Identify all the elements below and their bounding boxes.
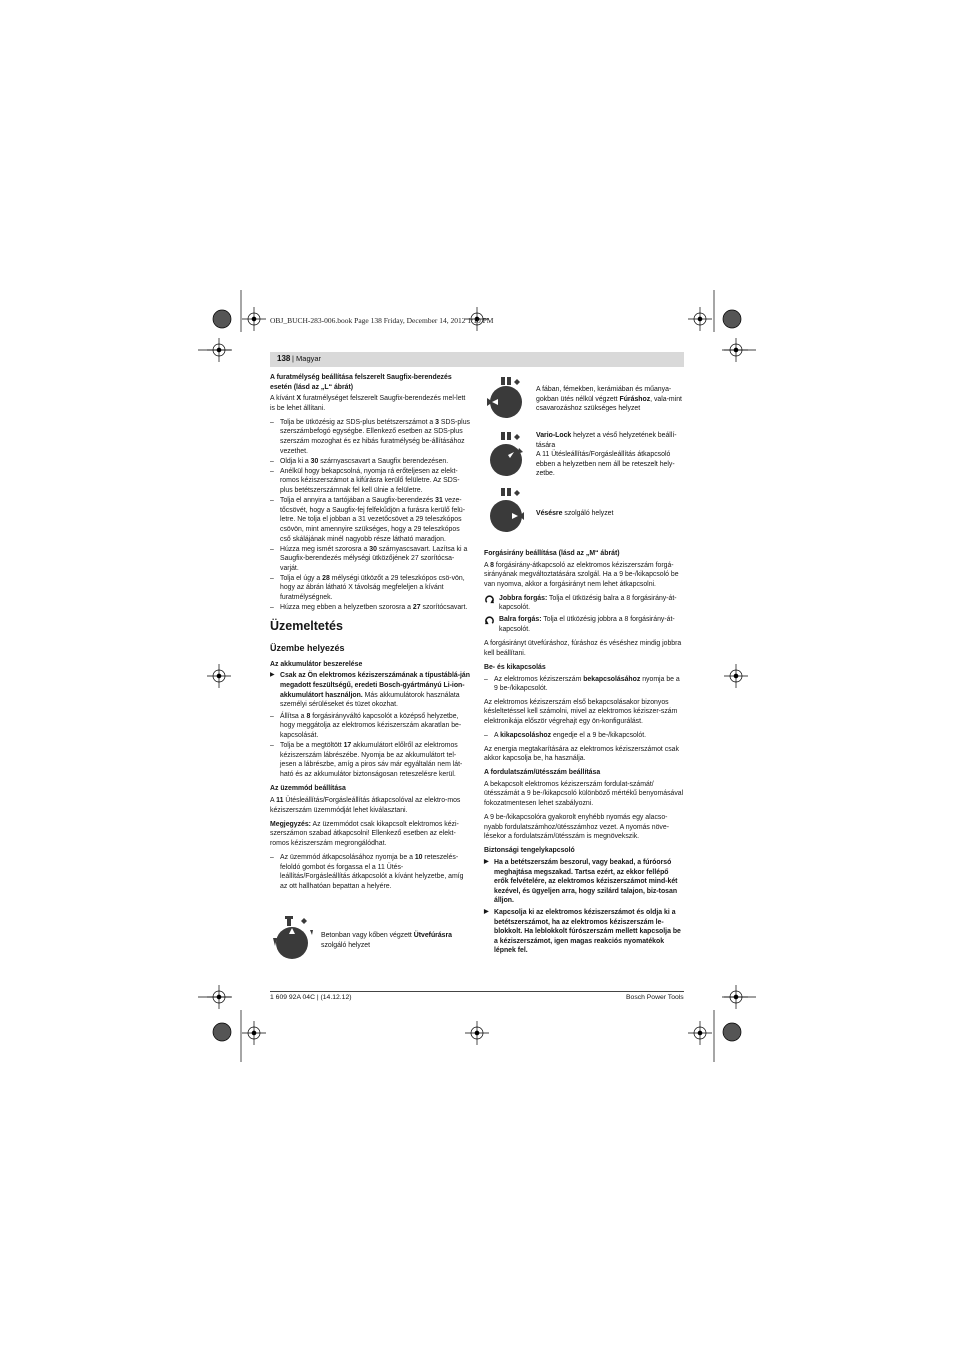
mode-paragraph: A 11 Ütésleállítás/Forgásleállítás átkapcsolóval az elektro-mos kéziszerszám üzemmódját lehet kiválasztani. (270, 796, 461, 814)
direction-paragraph: A 8 forgásirány-átkapcsoló az elektromos kéziszerszám forgá-sirányának megváltoztatására szolgál. Ha a 9 be-/kikapcsoló be van nyomva, akkor a forgásirányt nem lehet átkapcsolni. (484, 561, 679, 588)
mode-note: Megjegyzés: Az üzemmódot csak kikapcsolt elektromos kézi-szerszámon szabad átkapcsolni! Ellenkező esetben az elekt-romos kéziszerszám megrongálódhat. (270, 820, 459, 847)
heading-operation: Üzemeltetés (270, 618, 343, 633)
list-item: – Állítsa a 8 forgásirányváltó kapcsolót a középső helyzetbe, hogy meggátolja az elektromos kéziszerszám akaratlan be-kapcsolását. (270, 712, 470, 741)
dial-hammer-drill-icon (270, 914, 320, 962)
direction-note: A forgásirányt ütvefúráshoz, fúráshoz és véséshez mindig jobbra kell beállítani. (484, 640, 682, 657)
crosshair-mark (724, 664, 748, 688)
battery-title: Az akkumulátor beszerelése (270, 660, 363, 668)
page-number: 138 (277, 354, 291, 363)
color-register-dot (213, 1023, 231, 1041)
dial-drill-caption: A fában, fémekben, kerámiában és műanya-gokban ütés nélkül végzett Fúráshoz, vala-mint csavarozáshoz szükséges helyzet (536, 386, 682, 413)
list-item: – Az elektromos kéziszerszám bekapcsolásához nyomja be a 9 be-/kikapcsolót. (484, 675, 684, 694)
dial-vario-caption: Vario-Lock helyzet a véső helyzetének beállí-tására A 11 Ütésleállítás/Forgásleállítás átkapcsoló ebben a helyzetben nem áll be reteszelt hely-zetbe. (536, 432, 677, 478)
crosshair-mark (242, 1021, 266, 1045)
right-column (484, 549, 684, 958)
left-column (270, 373, 470, 892)
crosshair-mark (465, 1021, 489, 1045)
crosshair-mark (688, 1021, 712, 1045)
list-item: – Oldja ki a 30 szárnyascsavart a Saugfix berendezésen. (270, 457, 470, 467)
onoff-title: Be- és kikapcsolás (484, 663, 546, 671)
crosshair-mark (207, 985, 231, 1009)
color-register-dot (723, 1023, 741, 1041)
dial-hammer-row (270, 914, 320, 967)
clutch-title: Biztonsági tengelykapcsoló (484, 847, 575, 855)
onoff-energy: Az energia megtakarítására az elektromos kéziszerszámot csak akkor kapcsolja be, ha használja. (484, 745, 679, 763)
dial-chisel-caption: Vésésre szolgáló helyzet (536, 510, 614, 517)
page-language: | Magyar (292, 354, 322, 363)
crosshair-mark (724, 338, 748, 362)
battery-warning: ▶ Csak az Ön elektromos kéziszerszámának a típustáblá-ján megadott feszültségű, eredeti Bosch-gyártmányú Li-ion-akkumulátort használjon. Más akkumulátorok használata személyi sérüléseket és tüzet okozhat. (270, 671, 470, 709)
rotate-right-icon (484, 594, 495, 605)
list-item: – Tolja be ütközésig az SDS-plus betétszerszámot a 3 SDS-plus szerszámbefogó egységbe. Ellenkező esetben az SDS-plus szerszám mozoghat és ez hibás furatmélység be-állításához vezethet. (270, 418, 470, 456)
dial-drill-icon (484, 375, 532, 419)
speed-title: A fordulatszám/ütésszám beállítása (484, 769, 601, 777)
list-item: – Húzza meg ismét szorosra a 30 szárnyascsavart. Lazítsa ki a Saugfix-berendezés mélységi ütközőjének 27 szorítócsa-varját. (270, 545, 470, 574)
footer-rule (270, 991, 684, 992)
list-item: – Tolja el úgy a 28 mélységi ütközőt a 29 teleszkópos csö-vön, hogy az ábrán látható X távolság megfeleljen a kívánt furatmélységnek. (270, 574, 470, 603)
clutch-warning: ▶ Kapcsolja ki az elektromos kéziszerszámot és oldja ki a betétszerszámot, ha az elektromos kéziszerszám le-blokkolt. Ha leblokkolt fúrószerszám mellett kapcsolja be a kéziszerszámot, igen magas reakciós nyomatékok lépnek fel. (484, 908, 684, 956)
list-item: – Húzza meg ebben a helyzetben szorosra a 27 szorítócsavart. (270, 603, 470, 613)
dial-chisel-row (484, 486, 532, 539)
list-item: – Az üzemmód átkapcsolásához nyomja be a 10 reteszelés-feloldó gombot és forgassa el a 11 Ütés-leállítás/Forgásleállítás átkapcsolót a kívánt helyzetbe, amíg az ott hallhatóan bepattan a helyére. (270, 853, 470, 891)
crosshair-mark (207, 338, 231, 362)
print-header: OBJ_BUCH-283-006.book Page 138 Friday, December 14, 2012 1:10 PM (270, 316, 494, 325)
crosshair-mark (242, 307, 266, 331)
list-item: – Anélkül hogy bekapcsolná, nyomja rá erőteljesen az elekt-romos kéziszerszámot a kifúrásra kerülő felületre. Az SDS-plus betétszerszámnak fel kell ülnie a felületre. (270, 467, 470, 496)
footer-code: 1 609 92A 04C | (14.12.12) (270, 994, 352, 1001)
speed-p2: A 9 be-/kikapcsolóra gyakorolt enyhébb nyomás egy alacso-nyabb fordulatszámhoz/ütésszámhoz vezet. A nyomás növe-lésekor a fordulatszám/ütésszám is megnövekszik. (484, 814, 669, 841)
dial-hammer-caption: Betonban vagy kőben végzett Ütvefúrásra szolgáló helyzet (321, 932, 453, 949)
list-item: – Tolja be a megtöltött 17 akkumulátort előlről az elektromos kéziszerszám lábrészébe. Nyomja be az akkumulátort tel-jesen a lábrészbe, amíg a piros sáv már egyáltalán nem lát-ható és az akkumulátor biztonságosan reteszelésre kerül. (270, 741, 470, 779)
crosshair-mark (724, 985, 748, 1009)
onoff-paragraph: Az elektromos kéziszerszám első bekapcsolásakor bizonyos késleltetéssel kell számolni, mivel az elektromos kéziszer-szám elektronikája először végrehajt egy ön-konfigurálást. (484, 698, 678, 725)
dial-chisel-icon (484, 486, 532, 534)
direction-left-row: Balra forgás: Tolja el ütközésig jobbra a 8 forgásirány-át-kapcsolót. (484, 615, 684, 634)
crosshair-mark (207, 664, 231, 688)
crosshair-mark (688, 307, 712, 331)
mode-title: Az üzemmód beállítása (270, 785, 346, 793)
footer-brand: Bosch Power Tools (626, 994, 684, 1001)
dial-vario-row (484, 430, 532, 483)
dial-drill-row (484, 375, 532, 424)
color-register-dot (723, 310, 741, 328)
rotate-left-icon (484, 615, 495, 626)
list-item: – A kikapcsoláshoz engedje el a 9 be-/kikapcsolót. (484, 731, 684, 741)
direction-right-row: Jobbra forgás: Tolja el ütközésig balra a 8 forgásirány-át-kapcsolót. (484, 594, 684, 613)
clutch-warning: ▶ Ha a betétszerszám beszorul, vagy beakad, a fúróorsó meghajtása megszakad. Tartsa ezért, az ekkor fellépő erők felvételére, az elektromos kéziszerszámot mind-két kezével, és ügyeljen arra, hogy szilárd talajon, biz-tosan álljon. (484, 858, 684, 906)
list-item: – Tolja el annyira a tartójában a Saugfix-berendezés 31 veze-tőcsövét, hogy a Saugfix-fej felfekűdjön a furásra kerülő felü-letre. Ne tolja el jobban a 31 vezetőcsövet a 29 teleszkópos csövön, mint amennyire szükséges, hogy a 29 teleszkópos cső skálájának minél nagyobb része látható maradjon. (270, 496, 470, 544)
dial-vario-lock-icon (484, 430, 532, 478)
color-register-dot (213, 310, 231, 328)
section-title-depth: A furatmélység beállítása felszerelt Saugfix-berendezés esetén (lásd az „L“ ábrát) (270, 374, 452, 391)
direction-title: Forgásirány beállítása (lásd az „M“ ábrát) (484, 550, 620, 557)
speed-p1: A bekapcsolt elektromos kéziszerszám fordulat-számát/ütésszámát a 9 be-/kikapcsoló különböző mértékű benyomásával fokozatmentesen lehet szabályozni. (484, 780, 684, 808)
page-header-bar (270, 352, 684, 367)
heading-startup: Üzembe helyezés (270, 642, 345, 653)
depth-intro: A kívánt X furatmélységet felszerelt Saugfix-berendezés mel-lett is be lehet állítani. (270, 395, 466, 412)
